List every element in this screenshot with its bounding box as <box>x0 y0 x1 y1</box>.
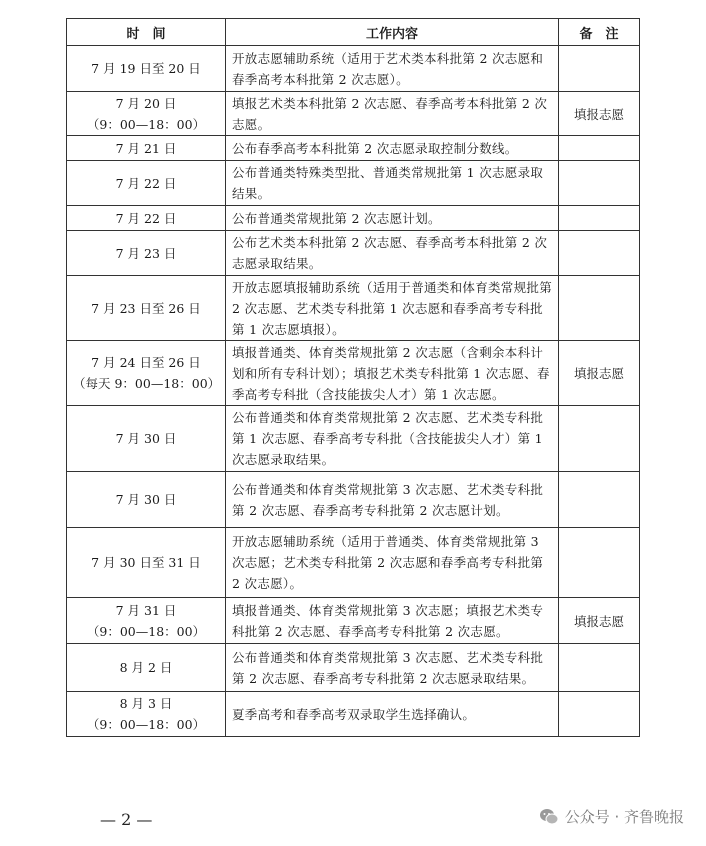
row-note: 填报志愿 <box>559 598 640 644</box>
row-note: 填报志愿 <box>559 92 640 136</box>
row-time: 7 月 21 日 <box>67 136 226 161</box>
row-content: 公布普通类特殊类型批、普通类常规批第 1 次志愿录取结果。 <box>226 161 559 206</box>
schedule-table <box>66 18 640 737</box>
watermark <box>539 806 684 827</box>
row-content: 公布普通类和体育类常规批第 3 次志愿、艺术类专科批第 2 次志愿、春季高考专科批第 2 次志愿计划。 <box>226 472 559 528</box>
row-time: 7 月 30 日 <box>67 406 226 472</box>
table-row <box>67 644 640 692</box>
row-content: 开放志愿辅助系统（适用于艺术类本科批第 2 次志愿和春季高考本科批第 2 次志愿）。 <box>226 46 559 92</box>
header-note: 备 注 <box>559 19 640 46</box>
row-note <box>559 472 640 528</box>
row-content: 公布春季高考本科批第 2 次志愿录取控制分数线。 <box>226 136 559 161</box>
table-row <box>67 692 640 737</box>
row-note <box>559 231 640 276</box>
row-note <box>559 644 640 692</box>
row-note <box>559 406 640 472</box>
row-time: 7 月 30 日至 31 日 <box>67 528 226 598</box>
table-row <box>67 598 640 644</box>
row-time: 7 月 24 日至 26 日 （每天 9：00—18：00） <box>67 341 226 406</box>
table-row <box>67 472 640 528</box>
row-note <box>559 528 640 598</box>
row-time: 8 月 3 日 （9：00—18：00） <box>67 692 226 737</box>
row-time: 7 月 22 日 <box>67 206 226 231</box>
row-time: 7 月 19 日至 20 日 <box>67 46 226 92</box>
table-row <box>67 528 640 598</box>
row-time: 7 月 31 日 （9：00—18：00） <box>67 598 226 644</box>
table-row <box>67 276 640 341</box>
row-time: 7 月 23 日至 26 日 <box>67 276 226 341</box>
row-content: 夏季高考和春季高考双录取学生选择确认。 <box>226 692 559 737</box>
row-time: 7 月 22 日 <box>67 161 226 206</box>
row-content: 开放志愿辅助系统（适用于普通类、体育类常规批第 3 次志愿；艺术类专科批第 2 次志愿和春季高考专科批第 2 次志愿）。 <box>226 528 559 598</box>
row-note <box>559 161 640 206</box>
table-row <box>67 161 640 206</box>
row-content: 公布普通类和体育类常规批第 3 次志愿、艺术类专科批第 2 次志愿、春季高考专科批第 2 次志愿录取结果。 <box>226 644 559 692</box>
row-note: 填报志愿 <box>559 341 640 406</box>
table-row <box>67 206 640 231</box>
row-content: 填报艺术类本科批第 2 次志愿、春季高考本科批第 2 次志愿。 <box>226 92 559 136</box>
header-content: 工作内容 <box>226 19 559 46</box>
table-header-row <box>67 19 640 46</box>
table-row <box>67 136 640 161</box>
wechat-icon <box>539 808 559 826</box>
row-note <box>559 692 640 737</box>
row-time: 7 月 30 日 <box>67 472 226 528</box>
watermark-text: 公众号 · 齐鲁晚报 <box>564 808 684 826</box>
row-note <box>559 136 640 161</box>
row-time: 7 月 23 日 <box>67 231 226 276</box>
row-content: 公布普通类和体育类常规批第 2 次志愿、艺术类专科批第 1 次志愿、春季高考专科批（含技能拔尖人才）第 1 次志愿录取结果。 <box>226 406 559 472</box>
row-time: 8 月 2 日 <box>67 644 226 692</box>
row-note <box>559 206 640 231</box>
row-content: 开放志愿填报辅助系统（适用于普通类和体育类常规批第 2 次志愿、艺术类专科批第 1 次志愿和春季高考专科批第 1 次志愿填报）。 <box>226 276 559 341</box>
table-row <box>67 406 640 472</box>
row-time: 7 月 20 日 （9：00—18：00） <box>67 92 226 136</box>
row-note <box>559 46 640 92</box>
row-content: 公布艺术类本科批第 2 次志愿、春季高考本科批第 2 次志愿录取结果。 <box>226 231 559 276</box>
table-row <box>67 92 640 136</box>
table-row <box>67 231 640 276</box>
row-content: 公布普通类常规批第 2 次志愿计划。 <box>226 206 559 231</box>
table-row <box>67 46 640 92</box>
header-time: 时 间 <box>67 19 226 46</box>
row-content: 填报普通类、体育类常规批第 2 次志愿（含剩余本科计划和所有专科计划）；填报艺术类专科批第 1 次志愿、春季高考专科批（含技能拔尖人才）第 1 次志愿。 <box>226 341 559 406</box>
row-note <box>559 276 640 341</box>
row-content: 填报普通类、体育类常规批第 3 次志愿；填报艺术类专科批第 2 次志愿、春季高考专科批第 2 次志愿。 <box>226 598 559 644</box>
page-number: — 2 — <box>100 810 153 829</box>
table-row <box>67 341 640 406</box>
